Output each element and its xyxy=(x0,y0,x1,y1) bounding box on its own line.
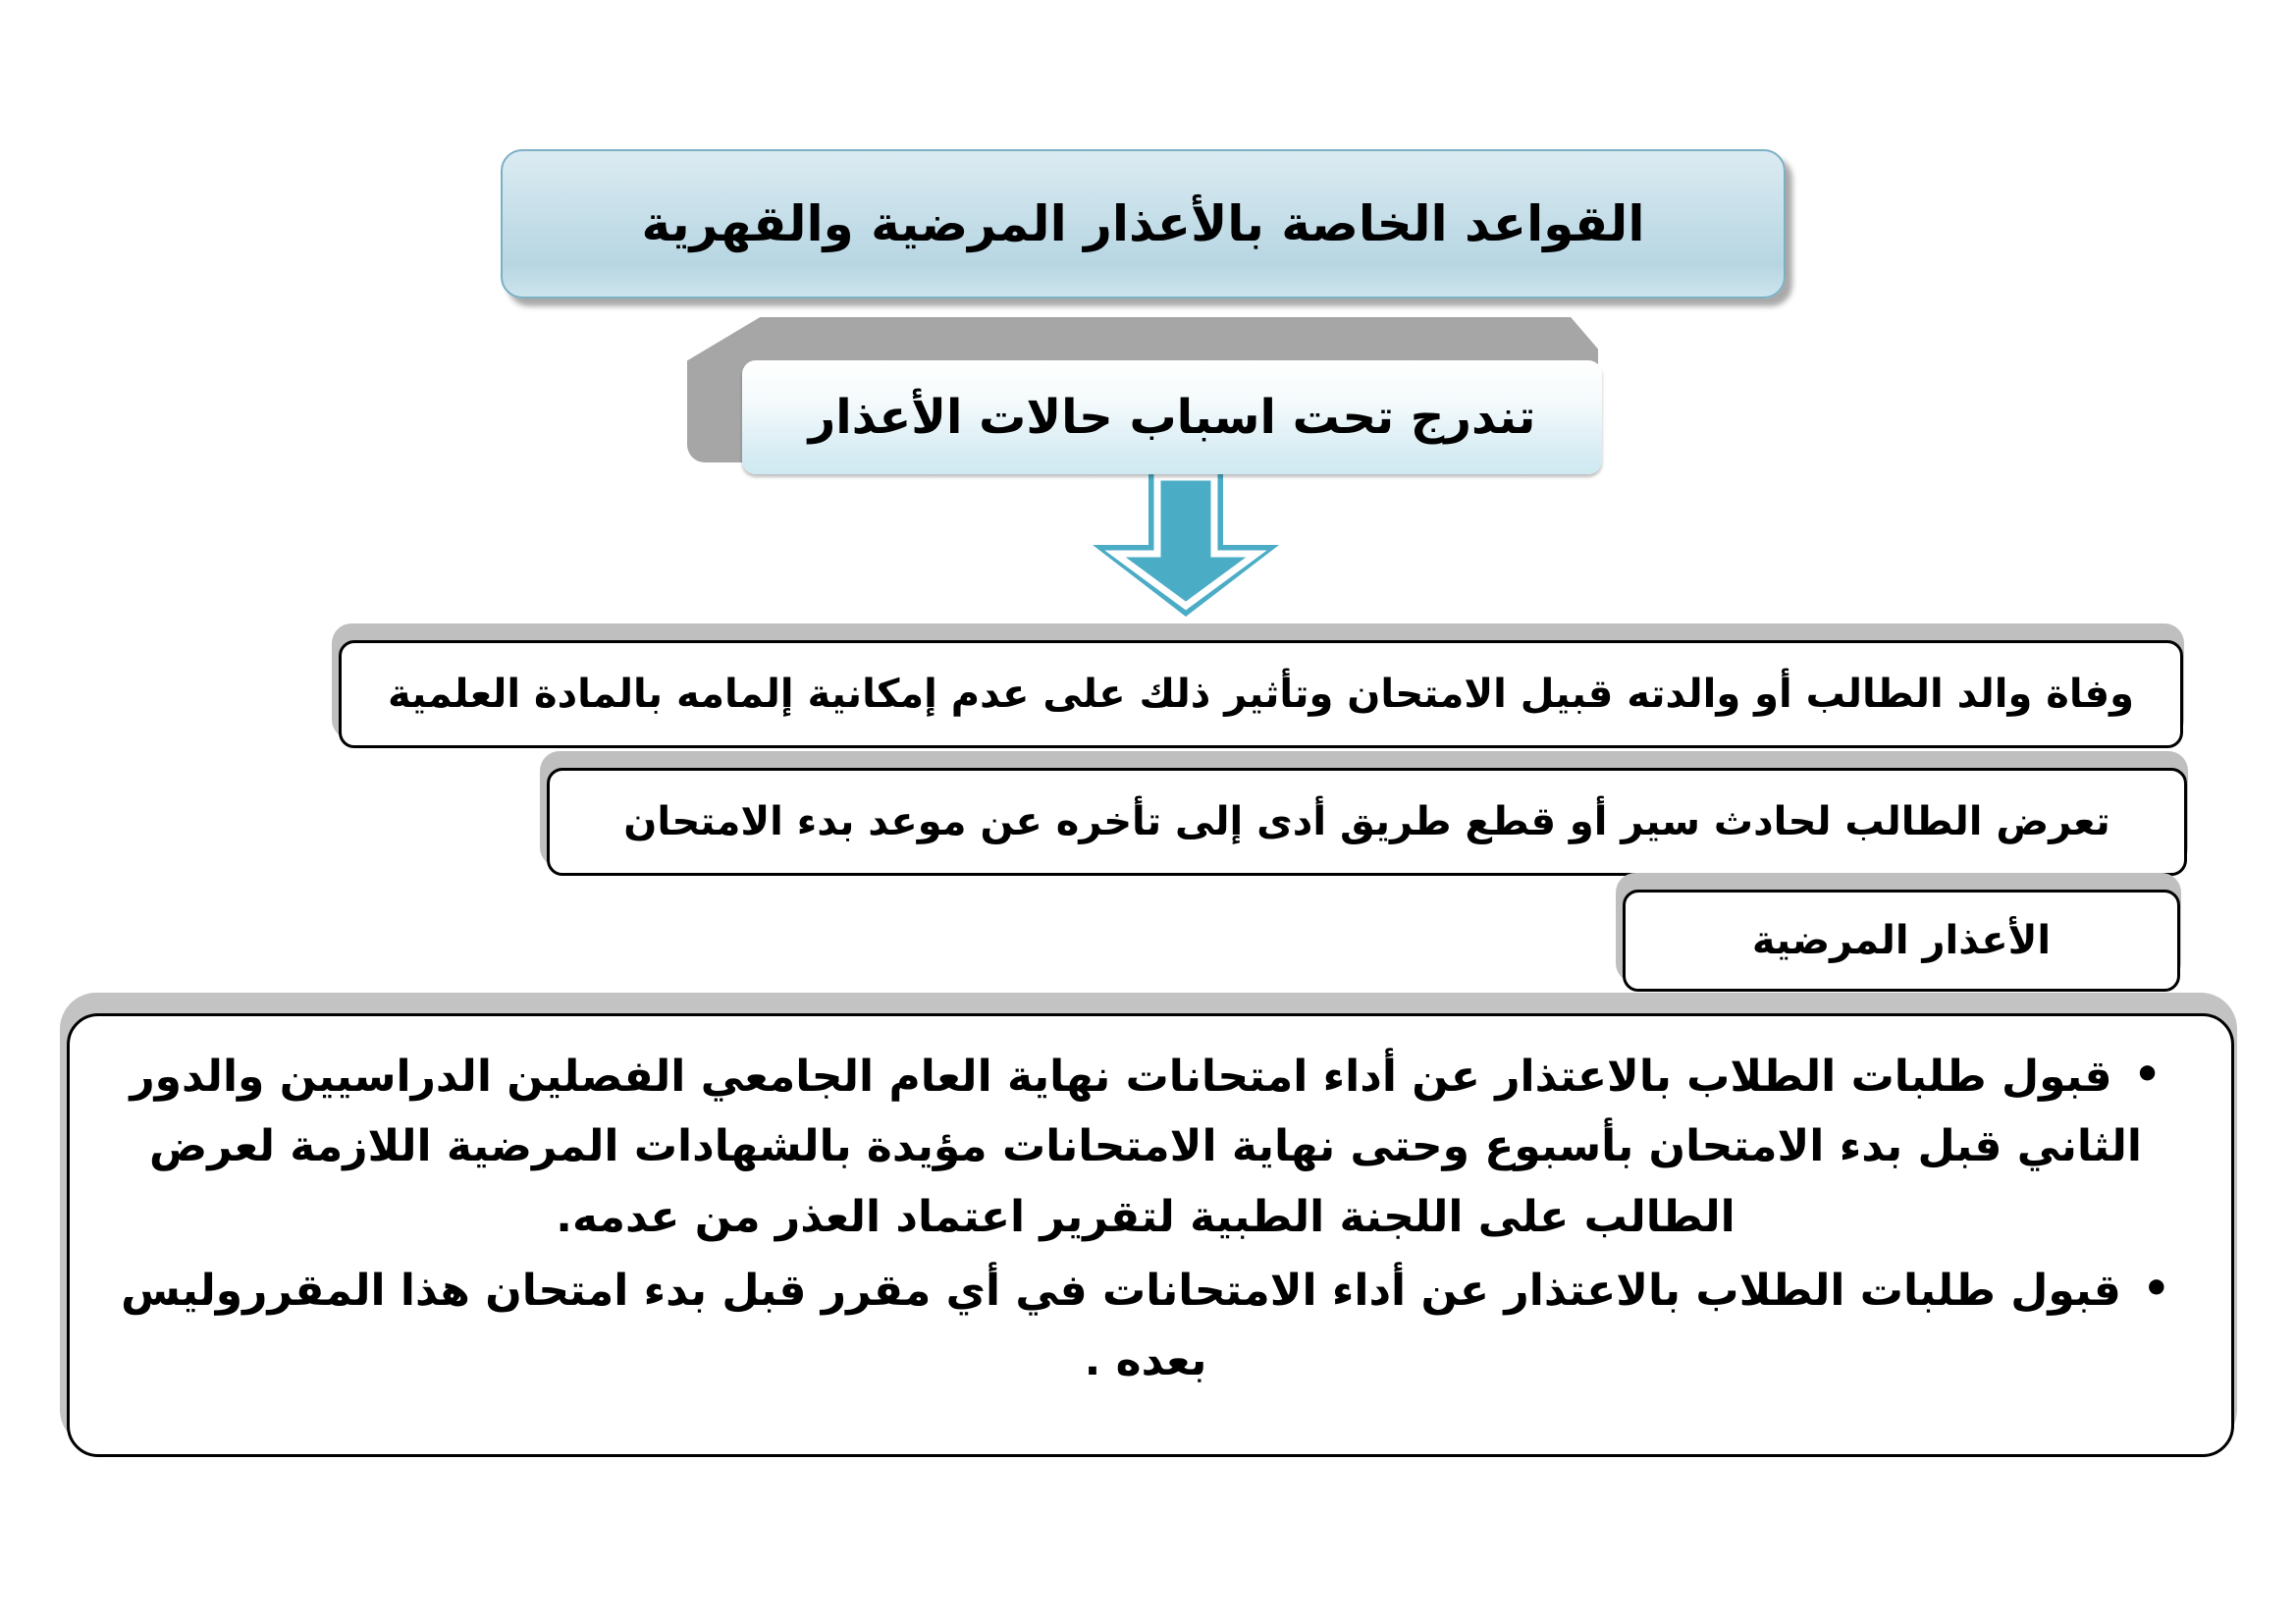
cause-box-medical-excuses xyxy=(1623,890,2180,992)
cause-box-medical-excuses-label: الأعذار المرضية xyxy=(1751,918,2052,963)
rule-item-text-1: قبول طلبات الطلاب بالاعتذار عن أداء امتحانات نهاية العام الجامعي الفصلين الدراسيين والدور الثاني قبل بدء الامتحان بأسبوع وحتى نهاية الامتحانات مؤيدة بالشهادات المرضية اللازمة لعرض الطالب على اللجنة الطبية لتقرير اعتماد العذر من عدمه. xyxy=(130,1052,2142,1242)
rule-item-text-2: قبول طلبات الطلاب بالاعتذار عن أداء الامتحانات في أي مقرر قبل بدء امتحان هذا المقرروليس بعده . xyxy=(121,1265,2121,1386)
cause-box-parent-death xyxy=(339,640,2183,748)
subtitle-text: تندرج تحت اسباب حالات الأعذار xyxy=(808,390,1536,445)
rules-list xyxy=(70,1016,2231,1419)
bullet-icon: • xyxy=(2142,1263,2170,1314)
cause-box-accident xyxy=(547,768,2187,876)
page-title: القواعد الخاصة بالأعذار المرضية والقهرية xyxy=(641,195,1645,252)
bullet-icon: • xyxy=(2133,1050,2162,1100)
cause-box-accident-label: تعرض الطالب لحادث سير أو قطع طريق أدى إلى تأخره عن موعد بدء الامتحان xyxy=(623,799,2110,844)
subtitle-box-face xyxy=(742,360,1602,474)
down-arrow-icon xyxy=(1093,468,1279,618)
subtitle-box xyxy=(687,317,1602,474)
cause-box-parent-death-label: وفاة والد الطالب أو والدته قبيل الامتحان وتأثير ذلك على عدم إمكانية إلمامه بالمادة العلمية xyxy=(388,672,2134,717)
list-item xyxy=(109,1256,2182,1396)
title-box xyxy=(501,149,1786,298)
rules-box xyxy=(67,1013,2234,1457)
list-item xyxy=(109,1042,2182,1252)
